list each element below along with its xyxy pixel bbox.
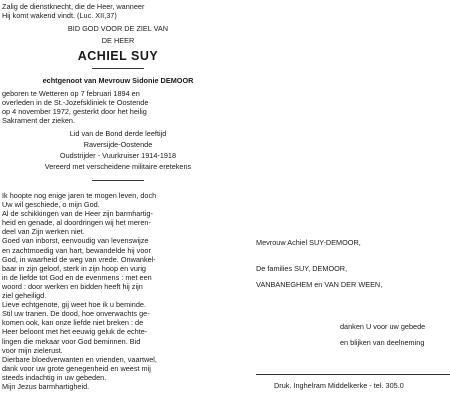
text-line: woord : door werken en bidden heeft hij zijn — [2, 281, 143, 291]
text-line: komen ook, kan onze liefde niet breken : de — [2, 318, 144, 328]
section-divider — [92, 180, 144, 181]
printer-credit: Druk. Inghelram Middelkerke - tel. 305.0 — [274, 381, 404, 390]
text-line: Ik hoopte nog enige jaren te mogen leven, doch — [2, 191, 157, 200]
text-line: dank voor uw grote genegenheid en weest mij — [2, 363, 151, 373]
deceased-name: ACHIEL SUY — [77, 49, 159, 63]
text-line: heid en genade, al doordringen wij het meren- — [2, 218, 151, 228]
bio-line-3: op 4 november 1972, gesterkt door het heilig — [2, 107, 147, 116]
decorations-line: Vereerd met verscheidene militaire eretekens — [44, 162, 192, 171]
families-line-1: De families SUY, DEMOOR, — [256, 264, 348, 273]
memorial-card-right — [236, 0, 450, 400]
text-line: in de liefde tot God en de evenmens : met een — [2, 272, 152, 282]
thanks-line-2: en blijken van deelneming — [340, 338, 425, 347]
spouse-line: echtgenoot van Mevrouw Sidonie DEMOOR — [42, 76, 194, 85]
text-line: ziel geheiligd. — [2, 291, 47, 301]
honorific: DE HEER — [101, 36, 135, 45]
families-line-2: VANBANEGHEM en VAN DER WEEN, — [256, 280, 383, 289]
text-line: Goed van inborst, eenvoudig van levenswijze — [2, 236, 149, 246]
membership-place: Raversijde-Oostende — [83, 140, 153, 149]
memorial-text — [2, 191, 157, 391]
bio-line-4: Sakrament der zieken. — [2, 116, 76, 125]
text-line: lingen die mekaar voor God beminnen. Bid — [2, 336, 141, 346]
text-line: Dierbare bloedverwanten en vrienden, vaartwel, — [2, 354, 157, 364]
text-line: steeds indachtig in uw gebeden. — [2, 372, 107, 382]
text-line: deel van Zijn werken niet. — [2, 227, 85, 237]
bible-verse-line-2: Hij komt wakend vindt. (Luc. XII,37) — [2, 11, 117, 20]
text-line: Mijn Jezus barmhartigheid. — [2, 381, 90, 391]
bio-line-1: geboren te Wetteren op 7 februari 1894 en — [2, 89, 140, 98]
veteran-line: Oudstrijder - Vuurkruiser 1914-1918 — [59, 151, 177, 160]
text-line: Al de schikkingen van de Heer zijn barmhartig- — [2, 209, 153, 219]
text-line: God, in waarheid de weg van vrede. Onwankel- — [2, 254, 156, 264]
bible-verse-line-1: Zalig de dienstknecht, die de Heer, wanneer — [2, 2, 145, 11]
printer-divider — [256, 374, 450, 375]
membership-line: Lid van de Bond derde leeftijd — [69, 129, 167, 138]
text-line: Lieve echtgenote, gij weet hoe ik u beminde. — [2, 300, 147, 310]
text-line: voor mijn zielerust. — [2, 345, 63, 355]
text-line: Uw wil geschiede, o mijn God. — [2, 200, 100, 210]
text-line: Stil uw tranen. De dood, hoe onverwachts ge- — [2, 309, 150, 319]
name-underline — [92, 68, 144, 69]
thanks-line-1: danken U voor uw gebede — [340, 322, 426, 331]
prayer-heading: BID GOD VOOR DE ZIEL VAN — [67, 24, 169, 33]
bio-line-2: overleden in de St.-Jozefskliniek te Oostende — [2, 98, 149, 107]
text-line: baar in zijn geloof, sterk in zijn hoop en vurig — [2, 263, 146, 273]
widow-line: Mevrouw Achiel SUY-DEMOOR, — [256, 238, 361, 247]
text-line: en zachtmoedig van hart, bewandelde hij voor — [2, 245, 151, 255]
text-line: Heer beloont met het eeuwig geluk de echte- — [2, 327, 148, 337]
